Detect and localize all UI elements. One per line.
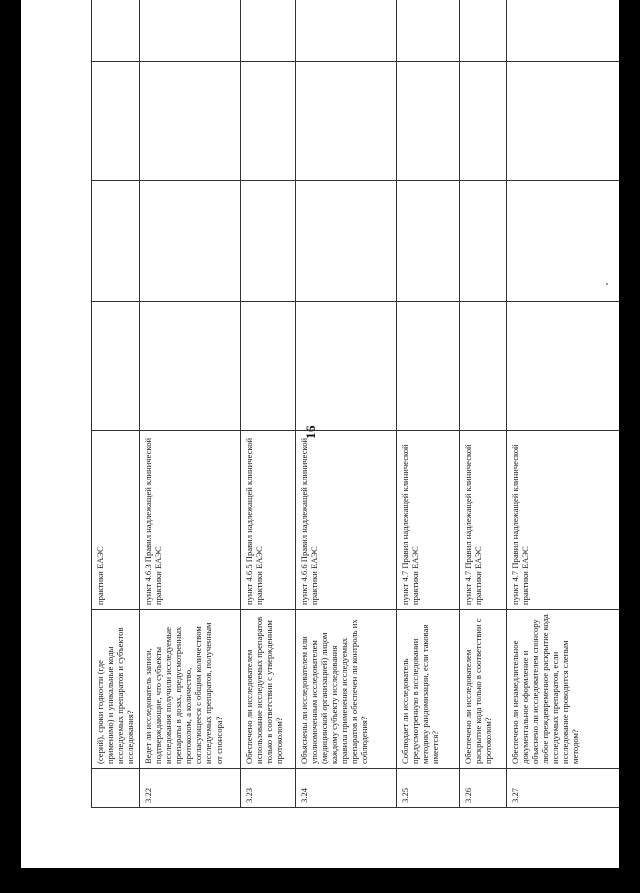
empty-cell bbox=[459, 0, 506, 62]
table-row bbox=[295, 0, 396, 808]
reference-cell: пункт 4.7 Правил надлежащей клинической практики ЕАЭС bbox=[506, 431, 619, 610]
empty-cell bbox=[92, 62, 140, 181]
row-number: 3.26 bbox=[459, 769, 506, 808]
table-row bbox=[139, 0, 240, 808]
empty-cell bbox=[396, 62, 459, 181]
document-page bbox=[21, 0, 619, 868]
scan-speck bbox=[606, 283, 608, 285]
row-number: 3.24 bbox=[295, 769, 396, 808]
empty-cell bbox=[240, 0, 295, 62]
empty-cell bbox=[295, 0, 396, 62]
empty-cell bbox=[396, 0, 459, 62]
checklist-table bbox=[91, 0, 619, 808]
rotated-table-container bbox=[91, 58, 619, 808]
question-cell: Обеспечено ли исследователем раскрытие кода только в соответствии с протоколом? bbox=[459, 610, 506, 769]
empty-cell bbox=[295, 62, 396, 181]
reference-cell: пункт 4.7 Правил надлежащей клинической практики ЕАЭС bbox=[396, 431, 459, 610]
empty-cell bbox=[139, 62, 240, 181]
reference-cell: пункт 4.6.5 Правил надлежащей клинической практики ЕАЭС bbox=[240, 431, 295, 610]
table-row bbox=[92, 0, 140, 808]
question-cell: Соблюдает ли исследователь предусмотренную в исследовании методику рандомизации, если таковая имеется? bbox=[396, 610, 459, 769]
empty-cell bbox=[240, 302, 295, 431]
empty-cell bbox=[92, 181, 140, 302]
empty-cell bbox=[295, 302, 396, 431]
empty-cell bbox=[506, 181, 619, 302]
reference-cell: пункт 4.7 Правил надлежащей клинической практики ЕАЭС bbox=[459, 431, 506, 610]
row-number: 3.22 bbox=[139, 769, 240, 808]
empty-cell bbox=[396, 181, 459, 302]
question-cell: Объяснены ли исследователем или уполномоченным исследователем (медицинской организацией) лицом каждому субъекту исследования правила применения исследуемых препаратов и обеспечен ли контроль их соблюдения? bbox=[295, 610, 396, 769]
empty-cell bbox=[459, 62, 506, 181]
empty-cell bbox=[240, 62, 295, 181]
table-row bbox=[240, 0, 295, 808]
page-number: 16 bbox=[303, 425, 318, 439]
empty-cell bbox=[139, 181, 240, 302]
empty-cell bbox=[295, 181, 396, 302]
empty-cell bbox=[459, 302, 506, 431]
empty-cell bbox=[396, 302, 459, 431]
empty-cell bbox=[459, 181, 506, 302]
row-number bbox=[92, 769, 140, 808]
empty-cell bbox=[506, 302, 619, 431]
empty-cell bbox=[139, 0, 240, 62]
question-cell: Ведет ли исследователь записи, подтверждающие, что субъекты исследования получили исследуемые препараты в дозах, предусмотренных протоколом, а количество, согласующееся с общим количеством исследуемых препаратов, полученным от спонсора? bbox=[139, 610, 240, 769]
empty-cell bbox=[506, 0, 619, 62]
empty-cell bbox=[506, 62, 619, 181]
reference-cell: пункт 4.6.3 Правил надлежащей клинической практики ЕАЭС bbox=[139, 431, 240, 610]
question-cell: Обеспечено ли исследователем использование исследуемых препаратов только в соответствии с утвержденным протоколом? bbox=[240, 610, 295, 769]
table-row bbox=[506, 0, 619, 808]
table-row bbox=[396, 0, 459, 808]
reference-cell: пункт 4.6.6 Правил надлежащей клинической практики ЕАЭС bbox=[295, 431, 396, 610]
question-cell: (серий), сроки годности (где применимо) и уникальные коды исследуемых препаратов и субъектов исследования? bbox=[92, 610, 140, 769]
question-cell: Обеспечено ли незамедлительное документальное оформление и объяснено ли исследователем спонсору любое преждевременное раскрытие кода исследуемых препаратов, если исследование проводится слепым методом? bbox=[506, 610, 619, 769]
row-number: 3.23 bbox=[240, 769, 295, 808]
empty-cell bbox=[139, 302, 240, 431]
reference-cell: практики ЕАЭС bbox=[92, 431, 140, 610]
empty-cell bbox=[240, 181, 295, 302]
empty-cell bbox=[92, 0, 140, 62]
row-number: 3.27 bbox=[506, 769, 619, 808]
empty-cell bbox=[92, 302, 140, 431]
row-number: 3.25 bbox=[396, 769, 459, 808]
table-row bbox=[459, 0, 506, 808]
